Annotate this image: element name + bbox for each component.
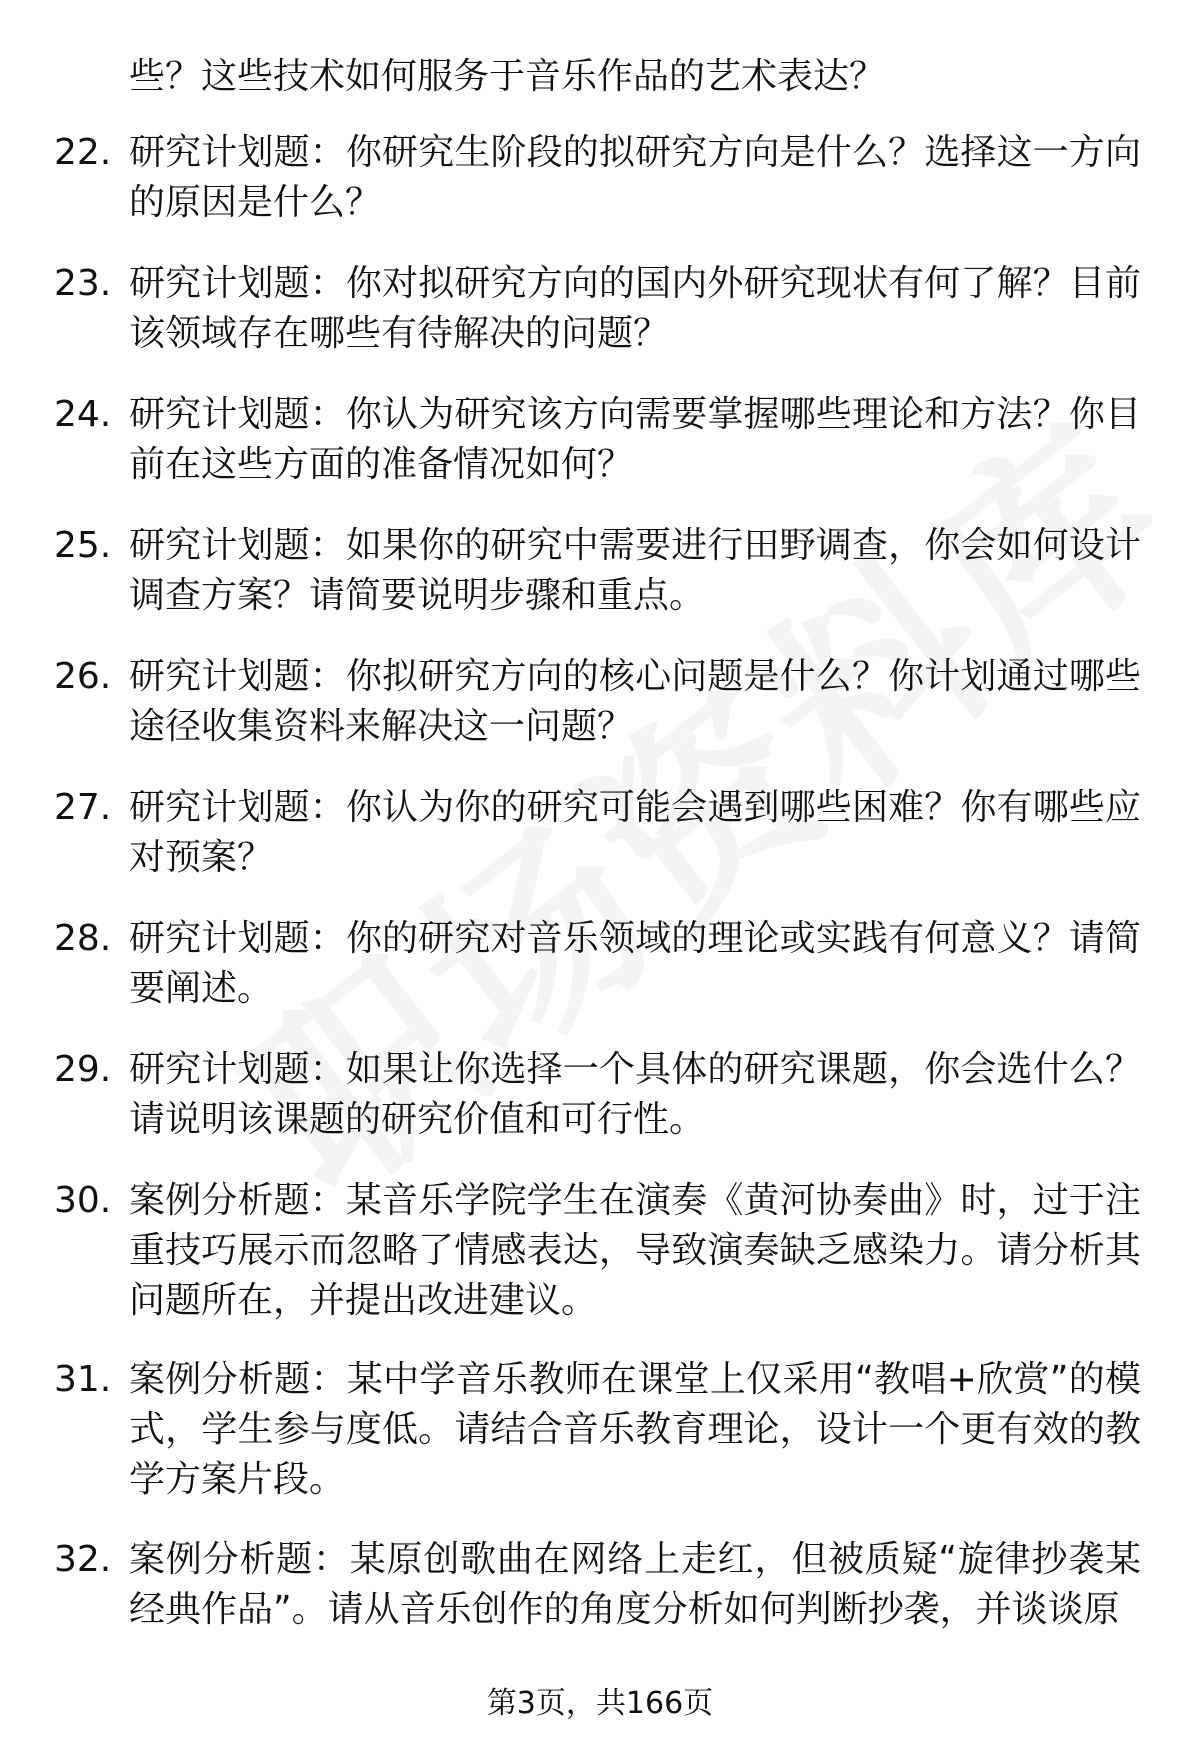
item-number: 31.: [54, 1359, 112, 1400]
item-text: 研究计划题：你认为你的研究可能会遇到哪些困难？你有哪些应对预案？: [129, 787, 1141, 878]
item-number: 28.: [54, 918, 112, 959]
item-text: 案例分析题：某音乐学院学生在演奏《黄河协奏曲》时，过于注重技巧展示而忽略了情感表达，导致演奏缺乏感染力。请分析其问题所在，并提出改进建议。: [129, 1180, 1141, 1321]
item-text: 研究计划题：你的研究对音乐领域的理论或实践有何意义？请简要阐述。: [129, 918, 1141, 1009]
item-text: 研究计划题：你认为研究该方向需要掌握哪些理论和方法？你目前在这些方面的准备情况如何？: [129, 394, 1141, 485]
item-number: 25.: [54, 525, 112, 566]
item-number: 26.: [54, 656, 112, 697]
item-text: 研究计划题：你对拟研究方向的国内外研究现状有何了解？目前该领域存在哪些有待解决的问题？: [129, 263, 1141, 354]
item-number: 30.: [54, 1180, 112, 1221]
item-number: 27.: [54, 787, 112, 828]
item-number: 23.: [54, 263, 112, 304]
item-text: 研究计划题：如果你的研究中需要进行田野调查，你会如何设计调查方案？请简要说明步骤和重点。: [129, 525, 1141, 616]
item-number: 22.: [54, 132, 112, 173]
item-text: 研究计划题：你拟研究方向的核心问题是什么？你计划通过哪些途径收集资料来解决这一问题？: [129, 656, 1141, 747]
page-number-footer: 第3页，共166页: [486, 1686, 714, 1721]
item-text: 案例分析题：某原创歌曲在网络上走红，但被质疑“旋律抄袭某经典作品”。请从音乐创作的角度分析如何判断抄袭，并谈谈原: [129, 1539, 1141, 1630]
item-text: 研究计划题：你研究生阶段的拟研究方向是什么？选择这一方向的原因是什么？: [129, 132, 1141, 223]
continuation-text: 些？这些技术如何服务于音乐作品的艺术表达？: [129, 56, 886, 97]
item-text: 案例分析题：某中学音乐教师在课堂上仅采用“教唱+欣赏”的模式，学生参与度低。请结合音乐教育理论，设计一个更有效的教学方案片段。: [129, 1359, 1141, 1500]
item-number: 32.: [54, 1539, 112, 1580]
item-number: 29.: [54, 1049, 112, 1090]
item-number: 24.: [54, 394, 112, 435]
item-text: 研究计划题：如果让你选择一个具体的研究课题，你会选什么？请说明该课题的研究价值和可行性。: [129, 1049, 1141, 1140]
